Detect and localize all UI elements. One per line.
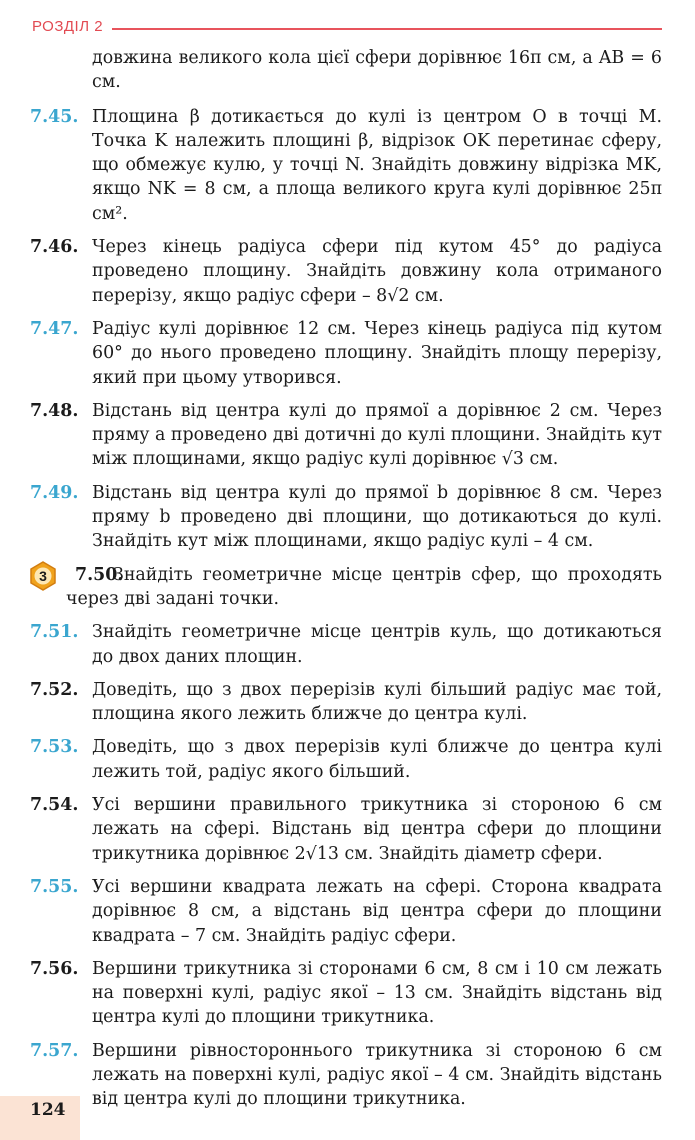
problem-text: Доведіть, що з двох перерізів кулі більший радіус має той, площина якого лежить ближче до центра кулі. bbox=[92, 679, 662, 725]
problem-text: Усі вершини квадрата лежать на сфері. Сторона квадрата дорівнює 8 см, а відстань від центра сфери до площини квадрата – 7 см. Знайдіть радіус сфери. bbox=[92, 876, 662, 946]
problem-text: Площина β дотикається до кулі із центром O в точці M. Точка K належить площині β, відрізок OK перетинає сферу, що обмежує кулю, у точці N. Знайдіть довжину відрізка MK, якщо NK = 8 см, а площа великого круга кулі дорівнює 25π см². bbox=[92, 106, 662, 224]
problem-7-56 bbox=[30, 957, 662, 1030]
continuation-text: довжина великого кола цієї сфери дорівнює 16π см, а AB = 6 см. bbox=[92, 48, 662, 93]
problem-7-48 bbox=[30, 399, 662, 472]
problem-7-49 bbox=[30, 481, 662, 554]
problem-text: Доведіть, що з двох перерізів кулі ближче до центра кулі лежить той, радіус якого більший. bbox=[92, 737, 662, 782]
problem-text: Вершини рівностороннього трикутника зі стороною 6 см лежать на поверхні кулі, радіус якої – 4 см. Знайдіть відстань від центра кулі до площини трикутника. bbox=[92, 1040, 662, 1110]
header-divider bbox=[112, 28, 662, 30]
problem-text: Знайдіть геометричне місце центрів куль, що дотикаються до двох даних площин. bbox=[92, 622, 662, 667]
problem-body bbox=[66, 563, 662, 612]
problem-text: Усі вершини правильного трикутника зі стороною 6 см лежать на сфері. Відстань від центра сфери до площини трикутника дорівнює 2√13 см. Знайдіть діаметр сфери. bbox=[92, 795, 662, 864]
problem-7-50 bbox=[28, 563, 662, 612]
problem-7-46 bbox=[30, 235, 662, 308]
problem-text: Знайдіть геометричне місце центрів сфер, що проходять через дві задані точки. bbox=[66, 564, 662, 609]
problem-number: 7.55. bbox=[30, 876, 79, 897]
problem-text: Вершини трикутника зі сторонами 6 см, 8 см і 10 см лежать на поверхні кулі, радіус якої – 13 см. Знайдіть відстань від центра кулі до площини трикутника. bbox=[92, 958, 662, 1028]
page-number: 124 bbox=[30, 1100, 66, 1120]
page-header bbox=[30, 18, 662, 40]
problem-7-51 bbox=[30, 620, 662, 669]
problem-list bbox=[30, 46, 662, 1121]
problem-number: 7.45. bbox=[30, 106, 79, 127]
problem-number: 7.50. bbox=[75, 564, 124, 585]
problem-text: Відстань від центра кулі до прямої b дорівнює 8 см. Через пряму b проведено дві площини, що дотикаються до кулі. Знайдіть кут між площинами, якщо радіус кулі – 4 см. bbox=[92, 482, 662, 552]
problem-7-55 bbox=[30, 875, 662, 948]
problem-number: 7.54. bbox=[30, 795, 79, 816]
problem-number: 7.49. bbox=[30, 482, 79, 503]
section-label: РОЗДІЛ 2 bbox=[32, 18, 104, 35]
problem-number: 7.47. bbox=[30, 318, 79, 339]
problem-text: Відстань від центра кулі до прямої a дорівнює 2 см. Через пряму a проведено дві дотичні до кулі площини. Знайдіть кут між площинами, якщо радіус кулі дорівнює √3 см. bbox=[92, 400, 662, 470]
problem-number: 7.51. bbox=[30, 622, 79, 643]
problem-7-53 bbox=[30, 735, 662, 784]
problem-7-45 bbox=[30, 105, 662, 226]
problem-7-57 bbox=[30, 1039, 662, 1112]
problem-number: 7.56. bbox=[30, 958, 79, 979]
problem-number: 7.48. bbox=[30, 400, 79, 421]
problem-text: Через кінець радіуса сфери під кутом 45° до радіуса проведено площину. Знайдіть довжину кола отриманого перерізу, якщо радіус сфери – 8√2 см. bbox=[92, 237, 662, 306]
problem-number: 7.52. bbox=[30, 679, 79, 700]
problem-continuation bbox=[30, 46, 662, 95]
difficulty-level-label: 3 bbox=[39, 567, 47, 584]
problem-7-47 bbox=[30, 317, 662, 390]
problem-number: 7.53. bbox=[30, 737, 79, 758]
problem-number: 7.57. bbox=[30, 1040, 79, 1061]
problem-text: Радіус кулі дорівнює 12 см. Через кінець радіуса під кутом 60° до нього проведено площину. Знайдіть площу перерізу, який при цьому утворився. bbox=[92, 318, 662, 388]
problem-number: 7.46. bbox=[30, 237, 79, 258]
problem-7-52 bbox=[30, 678, 662, 727]
problem-7-54 bbox=[30, 793, 662, 866]
